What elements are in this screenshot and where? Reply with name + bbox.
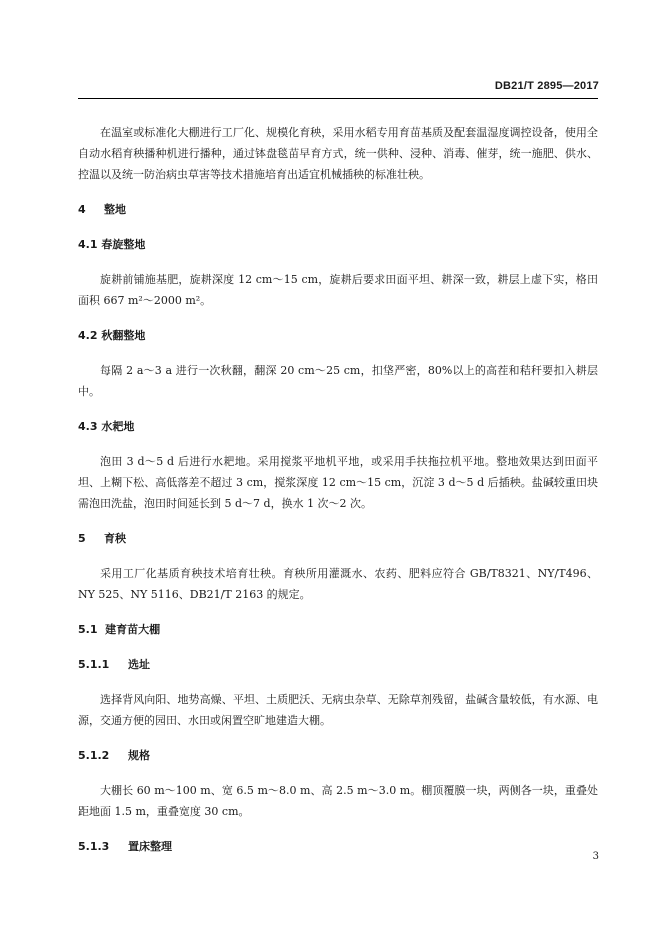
section-title: 建育苗大棚 <box>105 623 161 636</box>
section-heading-4-2 <box>78 325 598 346</box>
paragraph-4-2: 每隔 2 a～3 a 进行一次秋翻，翻深 20 cm～25 cm，扣垡严密，80%以上的高茬和秸秆要扣入耕层中。 <box>78 364 598 398</box>
paragraph-4-1: 旋耕前铺施基肥，旋耕深度 12 cm～15 cm，旋耕后要求田面平坦、耕深一致，耕层上虚下实，格田面积 667 m²～2000 m²。 <box>78 273 598 307</box>
page-number: 3 <box>592 851 599 862</box>
section-title: 育秧 <box>104 532 126 545</box>
paragraph-5-1-1: 选择背风向阳、地势高燥、平坦、土质肥沃、无病虫杂草、无除草剂残留，盐碱含量较低，有水源、电源，交通方便的园田、水田或闲置空旷地建造大棚。 <box>78 693 598 727</box>
document-body <box>78 122 598 871</box>
section-number: 5.1 <box>78 623 98 636</box>
section-number: 4 <box>78 203 86 216</box>
section-number: 4.1 <box>78 238 98 251</box>
section-heading-5-1 <box>78 619 598 640</box>
paragraph-5: 采用工厂化基质育秧技术培育壮秧。育秧所用灌溉水、农药、肥料应符合 GB/T8321、NY/T496、NY 525、NY 5116、DB21/T 2163 的规定。 <box>78 567 598 601</box>
section-number: 5.1.2 <box>78 749 110 762</box>
standard-code: DB21/T 2895—2017 <box>494 80 599 92</box>
section-heading-5-1-2 <box>78 745 598 766</box>
section-heading-4-1 <box>78 234 598 255</box>
paragraph-4-3: 泡田 3 d～5 d 后进行水耙地。采用搅浆平地机平地，或采用手扶拖拉机平地。整地效果达到田面平坦、上糊下松、高低落差不超过 3 cm，搅浆深度 12 cm～15 cm，沉淀 3 d～5 d 后插秧。盐碱较重田块需泡田洗盐，泡田时间延长到 5 d～7 d，换水 1 次～2 次。 <box>78 455 598 510</box>
header-rule <box>78 98 598 99</box>
section-title: 秋翻整地 <box>101 329 146 342</box>
section-title: 春旋整地 <box>101 238 146 251</box>
section-title: 选址 <box>128 658 150 671</box>
section-title: 置床整理 <box>128 840 172 853</box>
section-heading-5 <box>78 528 598 549</box>
section-heading-5-1-1 <box>78 654 598 675</box>
section-title: 水耙地 <box>101 420 135 433</box>
section-heading-5-1-3 <box>78 836 598 857</box>
section-heading-4 <box>78 199 598 220</box>
section-heading-4-3 <box>78 416 598 437</box>
section-title: 整地 <box>104 203 126 216</box>
section-number: 5.1.1 <box>78 658 110 671</box>
section-title: 规格 <box>128 749 150 762</box>
section-number: 4.2 <box>78 329 98 342</box>
paragraph-intro: 在温室或标准化大棚进行工厂化、规模化育秧，采用水稻专用育苗基质及配套温湿度调控设备，使用全自动水稻育秧播种机进行播种，通过钵盘毯苗早育方式，统一供种、浸种、消毒、催芽，统一施肥、供水、控温以及统一防治病虫草害等技术措施培育出适宜机械插秧的标准壮秧。 <box>78 126 598 181</box>
section-number: 5.1.3 <box>78 840 110 853</box>
paragraph-5-1-2: 大棚长 60 m～100 m、宽 6.5 m～8.0 m、高 2.5 m～3.0 m。棚顶覆膜一块，两侧各一块，重叠处距地面 1.5 m，重叠宽度 30 cm。 <box>78 784 598 818</box>
section-number: 5 <box>78 532 86 545</box>
section-number: 4.3 <box>78 420 98 433</box>
